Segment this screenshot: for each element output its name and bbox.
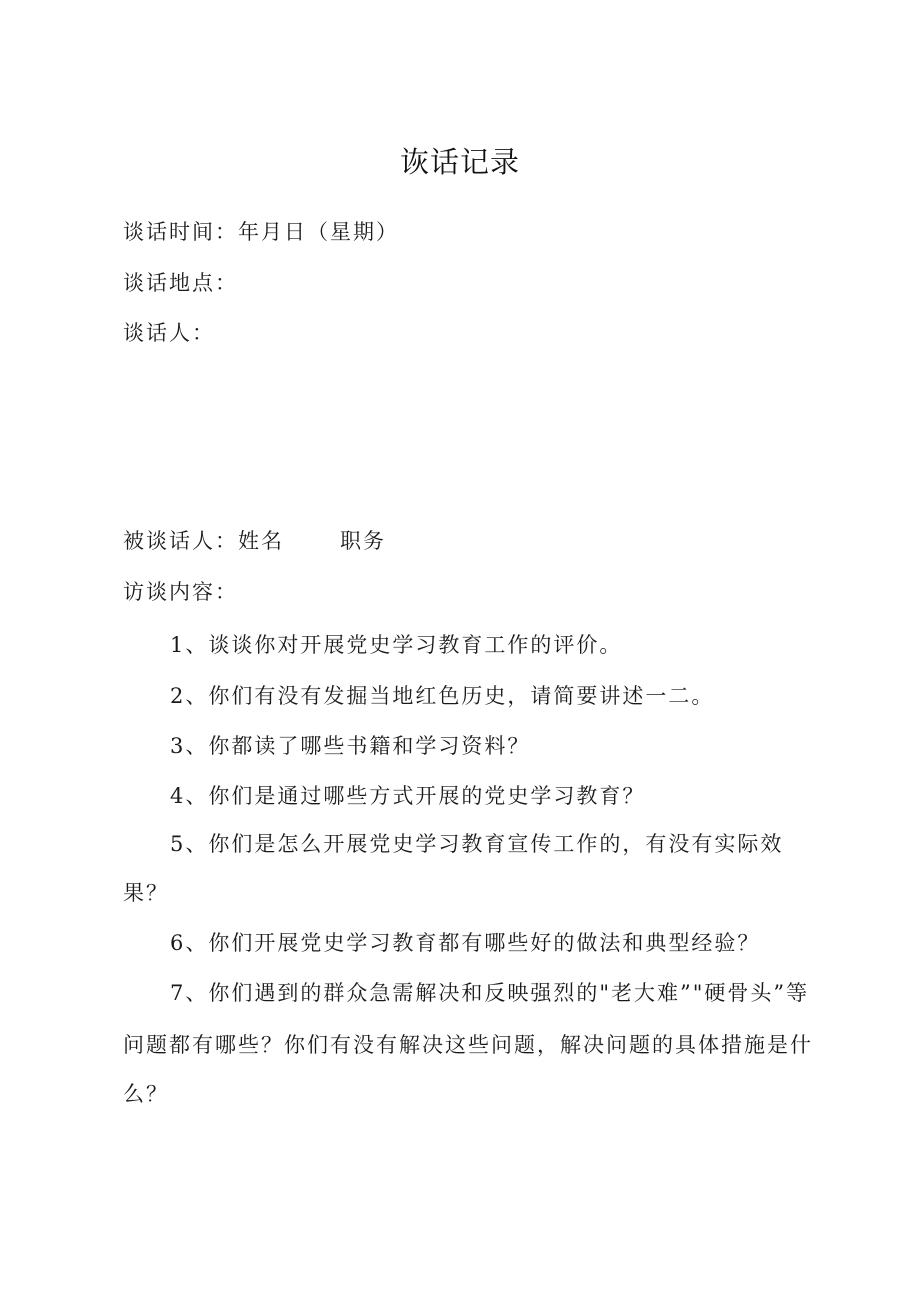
question-3: 3、你都读了哪些书籍和学习资料？ [170, 734, 531, 758]
question-6: 6、你们开展党史学习教育都有哪些好的做法和典型经验？ [170, 931, 761, 955]
document-title: 诙话记录 [399, 145, 520, 179]
interviewee-line [123, 527, 386, 555]
interviewee-name-label: 被谈话人：姓名 [123, 529, 284, 553]
question-7-line-3: 么？ [123, 1082, 169, 1106]
content-label: 访谈内容： [123, 580, 238, 604]
question-1: 1、谈谈你对开展党史学习教育工作的评价。 [170, 633, 623, 657]
question-2: 2、你们有没有发掘当地红色历史，请简要讲述一二。 [170, 684, 715, 708]
interviewer-label: 谈话人： [123, 321, 215, 345]
question-7-line-2: 问题都有哪些？你们有没有解决这些问题，解决问题的具体措施是什 [123, 1033, 813, 1057]
question-4: 4、你们是通过哪些方式开展的党史学习教育？ [170, 784, 646, 808]
question-5-line-2: 果？ [123, 881, 169, 905]
question-5-line-1: 5、你们是怎么开展党史学习教育宣传工作的，有没有实际效 [170, 832, 784, 856]
interview-place-label: 谈话地点： [123, 271, 238, 295]
question-7-line-1: 7、你们遇到的群众急需解决和反映强烈的"老大难”"硬骨头”等 [170, 981, 810, 1005]
interviewee-position-label: 职务 [340, 529, 386, 553]
interview-time-label: 谈话时间：年月日（星期） [123, 220, 399, 244]
